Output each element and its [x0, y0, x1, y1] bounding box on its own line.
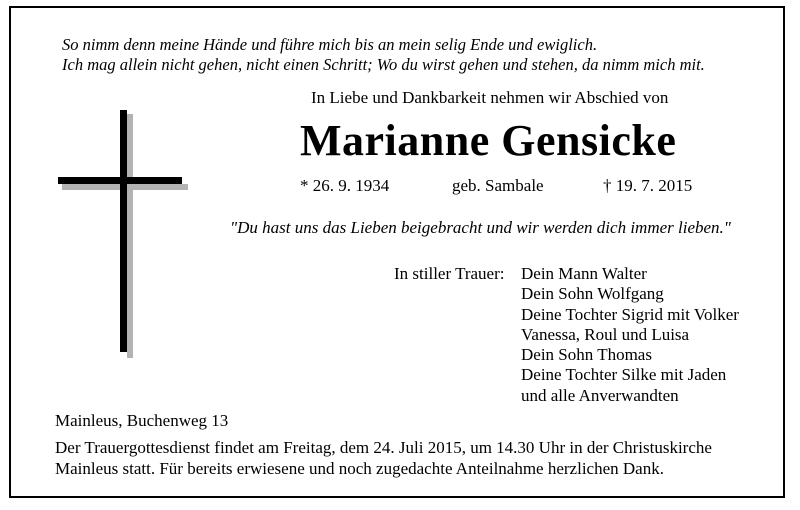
mourner-item: Dein Sohn Thomas: [521, 345, 652, 365]
verse-line-2: Ich mag allein nicht gehen, nicht einen Schritt; Wo du wirst gehen und stehen, da nimm mich mit.: [62, 55, 705, 74]
mourner-item: Deine Tochter Silke mit Jaden: [521, 365, 727, 385]
cross-icon: [58, 110, 188, 360]
memorial-quote: "Du hast uns das Lieben beigebracht und wir werden dich immer lieben.": [230, 218, 731, 237]
service-line-2: Mainleus statt. Für bereits erwiesene und noch zugedachte Anteilnahme herzlichen Dank.: [55, 458, 664, 478]
mourner-item: Vanessa, Roul und Luisa: [521, 324, 690, 344]
service-notice: [55, 438, 712, 479]
mourner-item: Dein Mann Walter: [521, 264, 647, 283]
intro-text: In Liebe und Dankbarkeit nehmen wir Abschied von: [311, 88, 669, 107]
mourner-item: Dein Sohn Wolfgang: [521, 284, 664, 304]
mourning-label: In stiller Trauer:: [394, 264, 505, 283]
mourner-item: und alle Anverwandten: [521, 385, 679, 405]
mourners-list: [521, 264, 739, 406]
maiden-name: geb. Sambale: [452, 176, 544, 195]
mourner-item: Deine Tochter Sigrid mit Volker: [521, 304, 739, 324]
deceased-name: Marianne Gensicke: [300, 116, 677, 165]
death-date: † 19. 7. 2015: [603, 176, 693, 195]
birth-date: * 26. 9. 1934: [300, 176, 390, 195]
verse-line-1: So nimm denn meine Hände und führe mich bis an mein selig Ende und ewiglich.: [62, 35, 598, 54]
address: Mainleus, Buchenweg 13: [55, 411, 229, 430]
service-line-1: Der Trauergottesdienst findet am Freitag, dem 24. Juli 2015, um 14.30 Uhr in der Christuskirche: [55, 438, 712, 457]
